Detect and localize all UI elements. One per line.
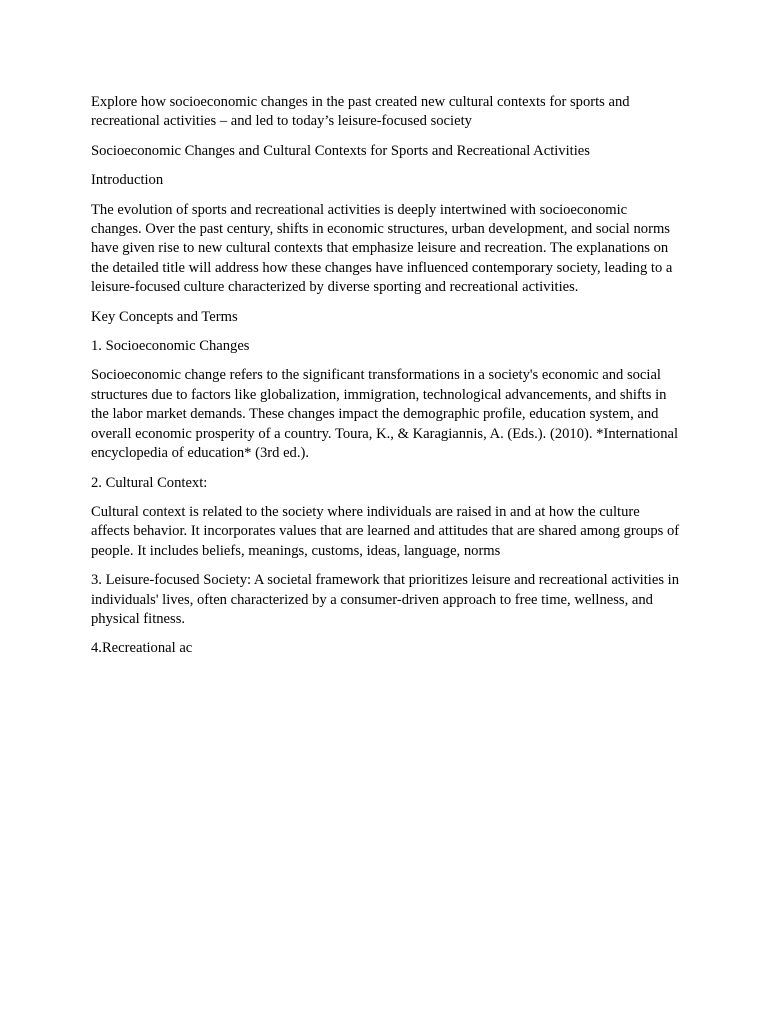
introduction-paragraph: The evolution of sports and recreational activities is deeply intertwined with socioeconomic changes. Over the past century, shifts in economic structures, urban development, and social norms have given rise to new cultural contexts that emphasize leisure and recreation. The explanations on the detailed title will address how these changes have influenced contemporary society, leading to a leisure-focused culture characterized by diverse sporting and recreational activities. [91, 201, 673, 296]
term-definition-cultural-context: Cultural context is related to the society where individuals are raised in and at how the culture affects behavior. It incorporates values that are learned and attitudes that are shared among groups of people. It includes beliefs, meanings, customs, ideas, language, norms [91, 503, 680, 559]
term-leisure-focused-society: 3. Leisure-focused Society: A societal framework that prioritizes leisure and recreational activities in individuals' lives, often characterized by a consumer-driven approach to free time, wellness, and physical fitness. [91, 572, 679, 627]
document-title: Socioeconomic Changes and Cultural Contexts for Sports and Recreational Activities [91, 142, 590, 159]
term-heading-socioeconomic-changes: 1. Socioeconomic Changes [91, 338, 250, 355]
document-body [91, 93, 681, 669]
section-heading-key-concepts: Key Concepts and Terms [91, 308, 238, 325]
prompt-paragraph: Explore how socioeconomic changes in the past created new cultural contexts for sports and recreational activities – and led to today’s leisure-focused society [91, 94, 630, 130]
term-heading-recreational: 4.Recreational ac [91, 640, 193, 657]
term-definition-socioeconomic-changes: Socioeconomic change refers to the significant transformations in a society's economic and social structures due to factors like globalization, immigration, technological advancements, and shifts in the labor market demands. These changes impact the demographic profile, education system, and overall economic prosperity of a country. Toura, K., & Karagiannis, A. (Eds.). (2010). *International encyclopedia of education* (3rd ed.). [91, 367, 679, 462]
section-heading-introduction: Introduction [91, 172, 164, 189]
term-heading-cultural-context: 2. Cultural Context: [91, 474, 208, 491]
